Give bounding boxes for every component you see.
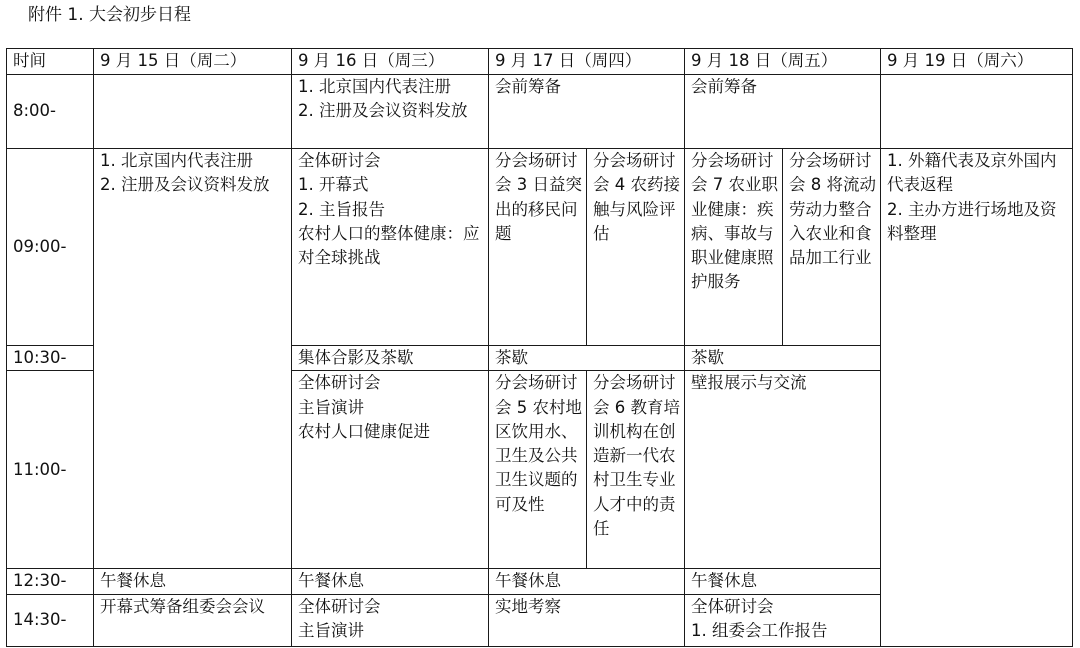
cell-0800-sep18: 会前筹备	[685, 75, 881, 149]
header-cell-sep18: 9 月 18 日（周五）	[685, 49, 881, 75]
cell-0900-sep15	[94, 149, 292, 569]
cell-1100-sep16	[292, 371, 489, 569]
cell-1430-sep16	[292, 594, 489, 646]
header-cell-sep17: 9 月 17 日（周四）	[489, 49, 685, 75]
time-cell: 09:00-	[7, 149, 94, 346]
cell-0800-sep19	[881, 75, 1073, 149]
cell-1430-sep17: 实地考察	[489, 594, 685, 646]
cell-0900-session-4: 分会场研讨会 4 农药接触与风险评估	[587, 149, 685, 346]
header-cell-sep15: 9 月 15 日（周二）	[94, 49, 292, 75]
cell-1030-sep17: 茶歇	[489, 346, 685, 371]
cell-line: 农村人口的整体健康：应对全球挑战	[298, 223, 480, 268]
document-title: 附件 1. 大会初步日程	[28, 5, 192, 25]
time-cell: 11:00-	[7, 371, 94, 569]
cell-1430-sep15: 开幕式筹备组委会会议	[94, 594, 292, 646]
cell-line: 主旨演讲	[298, 620, 364, 640]
cell-line: 全体研讨会	[298, 596, 381, 616]
cell-line: 2. 注册及会议资料发放	[298, 101, 468, 121]
cell-0900-session-8: 分会场研讨会 8 将流动劳动力整合入农业和食品加工行业	[783, 149, 881, 346]
cell-line: 2. 注册及会议资料发放	[100, 175, 270, 195]
header-cell-time: 时间	[7, 49, 94, 75]
cell-0900-sep16	[292, 149, 489, 346]
cell-0900-session-7: 分会场研讨会 7 农业职业健康：疾病、事故与职业健康照护服务	[685, 149, 783, 346]
cell-line: 1. 开幕式	[298, 175, 369, 195]
cell-1100-session-6: 分会场研讨会 6 教育培训机构在创造新一代农村卫生专业人才中的责任	[587, 371, 685, 569]
schedule-table	[6, 48, 1073, 647]
time-cell: 14:30-	[7, 594, 94, 646]
cell-1230-sep18: 午餐休息	[685, 569, 881, 594]
cell-1430-sep18	[685, 594, 881, 646]
cell-line: 农村人口健康促进	[298, 421, 430, 441]
cell-1230-sep15: 午餐休息	[94, 569, 292, 594]
cell-line: 全体研讨会	[298, 151, 381, 170]
cell-0800-sep16	[292, 75, 489, 149]
cell-line: 全体研讨会	[298, 373, 381, 393]
cell-line: 1. 组委会工作报告	[691, 620, 828, 640]
header-cell-sep16: 9 月 16 日（周三）	[292, 49, 489, 75]
cell-line: 1. 外籍代表及京外国内代表返程	[887, 151, 1057, 195]
header-row	[7, 49, 1073, 75]
cell-1230-sep16: 午餐休息	[292, 569, 489, 594]
cell-line: 2. 主办方进行场地及资料整理	[887, 199, 1057, 243]
cell-0800-sep17: 会前筹备	[489, 75, 685, 149]
cell-1230-sep17: 午餐休息	[489, 569, 685, 594]
cell-0800-sep15	[94, 75, 292, 149]
time-cell: 10:30-	[7, 346, 94, 371]
cell-line: 全体研讨会	[691, 596, 774, 616]
time-cell: 12:30-	[7, 569, 94, 594]
cell-1030-sep18: 茶歇	[685, 346, 881, 371]
row-0800	[7, 75, 1073, 149]
header-cell-sep19: 9 月 19 日（周六）	[881, 49, 1073, 75]
cell-line: 1. 北京国内代表注册	[298, 77, 451, 96]
cell-1030-sep16: 集体合影及茶歇	[292, 346, 489, 371]
cell-0900-session-3: 分会场研讨会 3 日益突出的移民问题	[489, 149, 587, 346]
cell-line: 1. 北京国内代表注册	[100, 151, 253, 170]
cell-1100-sep18: 壁报展示与交流	[685, 371, 881, 569]
time-cell: 8:00-	[7, 75, 94, 149]
cell-line: 主旨演讲	[298, 397, 364, 417]
cell-1100-session-5: 分会场研讨会 5 农村地区饮用水、卫生及公共卫生议题的可及性	[489, 371, 587, 569]
cell-0900-sep19	[881, 149, 1073, 647]
cell-line: 2. 主旨报告	[298, 199, 385, 219]
row-0900	[7, 149, 1073, 346]
